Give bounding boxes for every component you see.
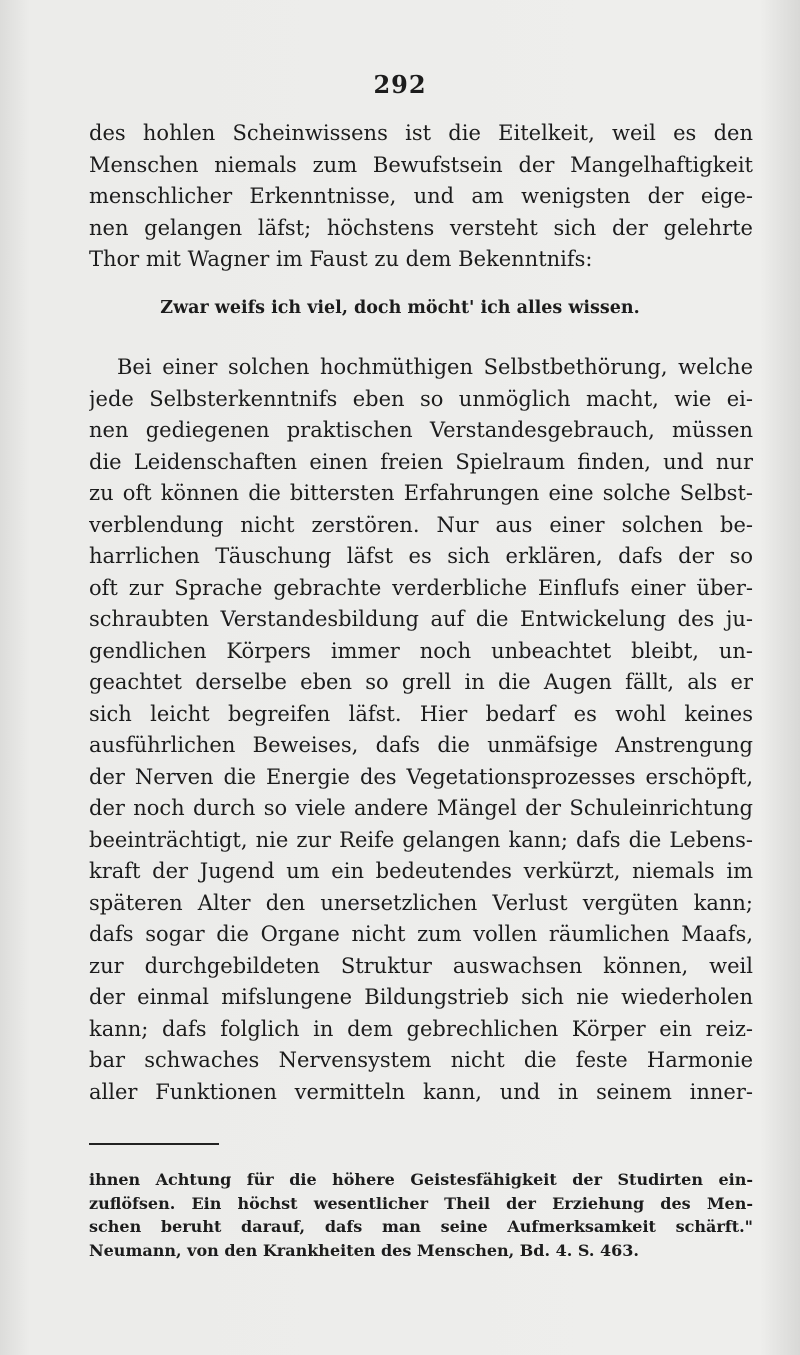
text-line: aller Funktionen vermitteln kann, und in seinem inner- bbox=[89, 1079, 753, 1104]
page-number: 292 bbox=[373, 70, 427, 99]
text-line: ausführlichen Beweises, dafs die unmäfsige Anstrengung bbox=[89, 733, 753, 757]
text-line: zur durchgebildeten Struktur auswachsen können, weil bbox=[89, 953, 753, 978]
footnote-line: ihnen Achtung für die höhere Geistesfähigkeit der Studirten ein- bbox=[89, 1170, 753, 1189]
text-line: menschlicher Erkenntnisse, und am wenigsten der eige- bbox=[89, 184, 753, 208]
faust-quote: Zwar weifs ich viel, doch möcht' ich alles wissen. bbox=[160, 298, 640, 318]
footnote bbox=[89, 1168, 753, 1262]
text-line: die Leidenschaften einen freien Spielraum finden, und nur bbox=[89, 449, 753, 474]
text-line: Bei einer solchen hochmüthigen Selbstbethörung, welche bbox=[117, 355, 753, 379]
text-line: kraft der Jugend um ein bedeutendes verkürzt, niemals im bbox=[89, 859, 753, 883]
text-line: jede Selbsterkenntnifs eben so unmöglich macht, wie ei- bbox=[89, 386, 753, 411]
text-line: beeinträchtigt, nie zur Reife gelangen kann; dafs die Lebens- bbox=[89, 827, 753, 852]
paragraph-1 bbox=[89, 118, 753, 276]
text-line: Thor mit Wagner im Faust zu dem Bekenntnifs: bbox=[89, 247, 593, 271]
text-line: bar schwaches Nervensystem nicht die feste Harmonie bbox=[89, 1048, 753, 1072]
text-line: gendlichen Körpers immer noch unbeachtet bleibt, un- bbox=[89, 638, 753, 663]
text-line: der Nerven die Energie des Vegetationsprozesses erschöpft, bbox=[89, 764, 753, 789]
text-line: geachtet derselbe eben so grell in die Augen fällt, als er bbox=[89, 670, 753, 694]
footnote-line: schen beruht darauf, dafs man seine Aufmerksamkeit schärft." bbox=[89, 1217, 753, 1236]
text-line: der noch durch so viele andere Mängel der Schuleinrichtung bbox=[89, 796, 753, 820]
text-line: kann; dafs folglich in dem gebrechlichen Körper ein reiz- bbox=[89, 1016, 753, 1041]
text-line: nen gelangen läfst; höchstens versteht sich der gelehrte bbox=[89, 215, 753, 240]
text-line: verblendung nicht zerstören. Nur aus einer solchen be- bbox=[89, 512, 753, 537]
text-line: nen gediegenen praktischen Verstandesgebrauch, müssen bbox=[89, 418, 753, 442]
text-line: harrlichen Täuschung läfst es sich erklären, dafs der so bbox=[89, 544, 753, 568]
text-line: schraubten Verstandesbildung auf die Entwickelung des ju- bbox=[89, 607, 753, 631]
text-line: des hohlen Scheinwissens ist die Eitelkeit, weil es den bbox=[89, 121, 753, 145]
text-line: zu oft können die bittersten Erfahrungen eine solche Selbst- bbox=[89, 481, 753, 505]
text-line: sich leicht begreifen läfst. Hier bedarf es wohl keines bbox=[89, 701, 753, 726]
footnote-line: Neumann, von den Krankheiten des Menschen, Bd. 4. S. 463. bbox=[89, 1240, 639, 1260]
text-line: oft zur Sprache gebrachte verderbliche Einflufs einer über- bbox=[89, 575, 753, 600]
text-line: der einmal mifslungene Bildungstrieb sich nie wiederholen bbox=[89, 985, 753, 1009]
paragraph-2 bbox=[89, 352, 753, 1108]
footnote-divider bbox=[89, 1143, 219, 1145]
text-line: dafs sogar die Organe nicht zum vollen räumlichen Maafs, bbox=[89, 922, 753, 946]
footnote-line: zuflöfsen. Ein höchst wesentlicher Theil der Erziehung des Men- bbox=[89, 1193, 753, 1213]
text-line: späteren Alter den unersetzlichen Verlust vergüten kann; bbox=[89, 890, 753, 915]
text-line: Menschen niemals zum Bewufstsein der Mangelhaftigkeit bbox=[89, 152, 753, 177]
